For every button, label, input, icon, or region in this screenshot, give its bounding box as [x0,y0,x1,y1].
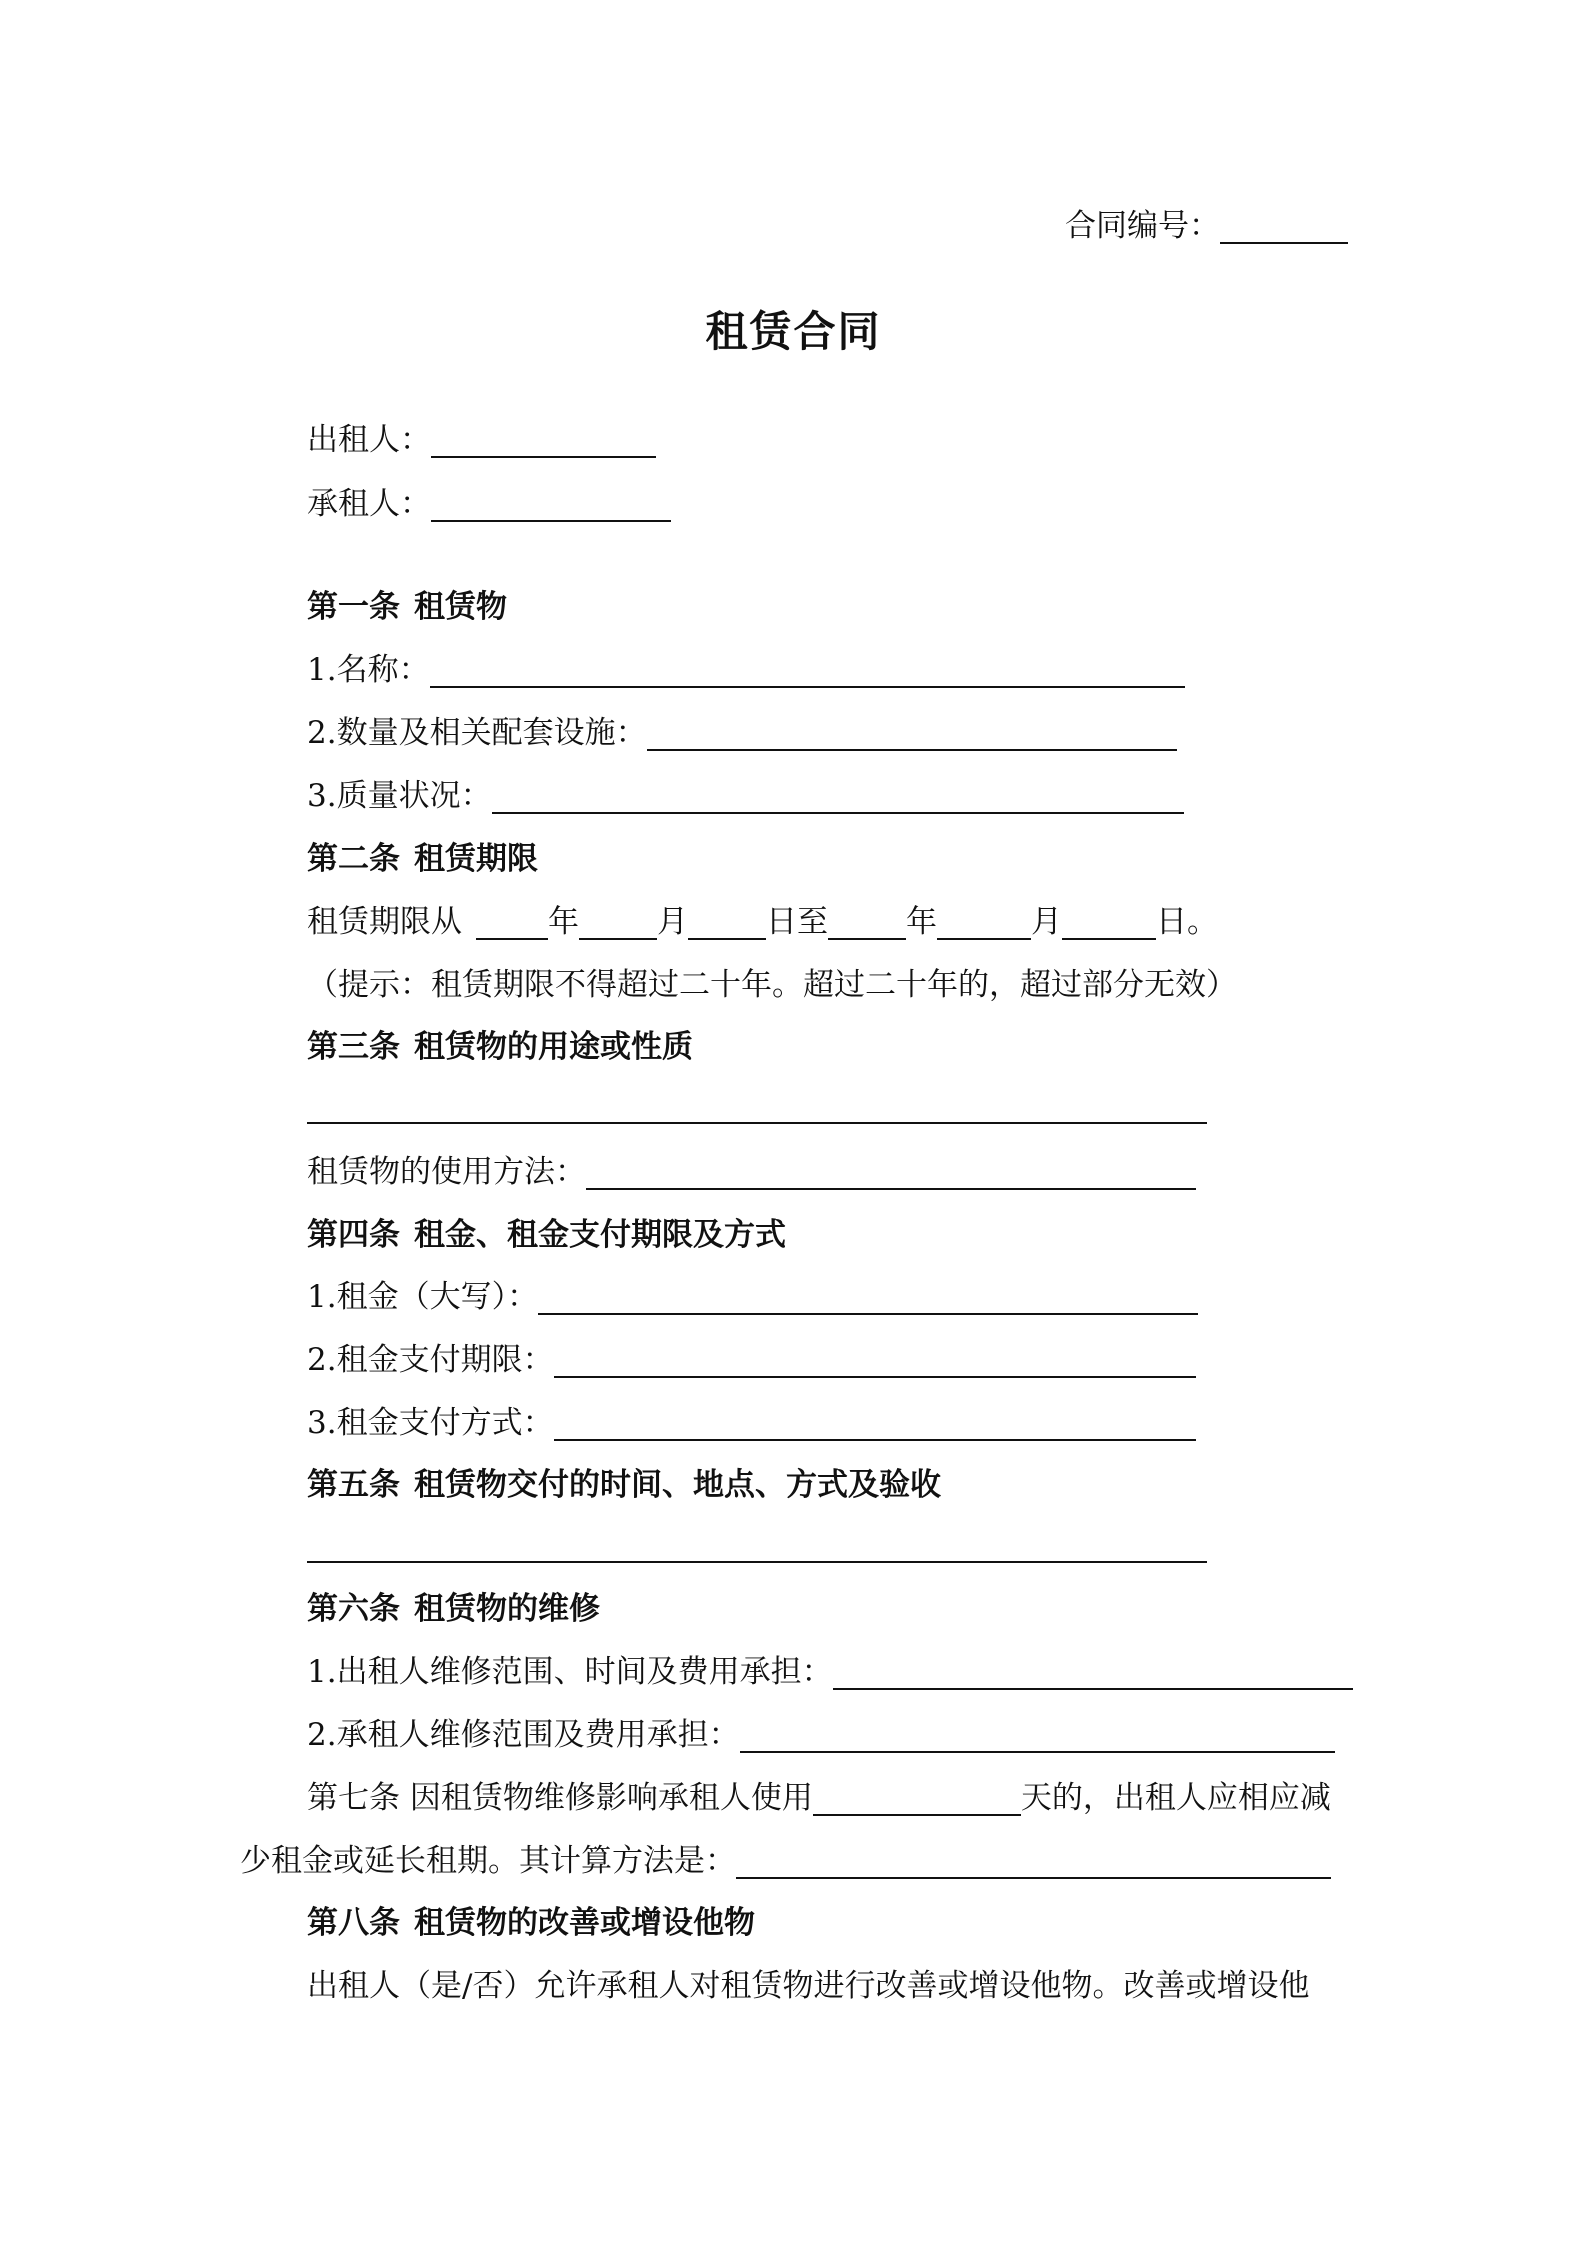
lessee-field[interactable] [431,488,671,522]
art1-item-1-label: 1.名称： [307,652,430,688]
article-4-number: 第四条 [307,1217,400,1253]
lease-term-prefix: 租赁期限从 [307,904,462,940]
end-month-field[interactable] [937,906,1031,940]
article-1-heading [307,585,507,629]
art4-item-1 [307,1275,1198,1319]
article-7-text-c: 少租金或延长租期。其计算方法是： [240,1843,736,1879]
art6-item-2-label: 2.承租人维修范围及费用承担： [307,1717,740,1753]
art1-item-1-field[interactable] [430,654,1185,688]
art3-purpose-field[interactable] [307,1122,1207,1124]
usage-method-label: 租赁物的使用方法： [307,1154,586,1190]
art1-item-2 [307,711,1177,755]
art4-item-1-field[interactable] [538,1281,1198,1315]
article-7-text-a: 第七条 因租赁物维修影响承租人使用 [307,1780,813,1816]
article-4-title: 租金、租金支付期限及方式 [414,1217,786,1253]
art4-item-1-label: 1.租金（大写）： [307,1279,539,1315]
article-3-heading [307,1025,693,1069]
art6-item-2 [307,1713,1335,1757]
end-year-label: 年 [906,904,937,940]
art5-delivery-field[interactable] [307,1561,1207,1563]
article-6-title: 租赁物的维修 [414,1591,600,1627]
article-1-title: 租赁物 [414,589,507,625]
usage-method-row [307,1150,1196,1194]
art1-item-3-field[interactable] [492,780,1184,814]
article-3-title: 租赁物的用途或性质 [414,1029,693,1065]
article-5-number: 第五条 [307,1467,400,1503]
document-title: 租赁合同 [705,307,882,356]
lessee-row [307,482,671,526]
article-2-title: 租赁期限 [414,841,538,877]
end-day-label: 日。 [1156,904,1218,940]
lessee-label: 承租人： [307,486,431,522]
repair-days-field[interactable] [813,1782,1021,1816]
lessor-row [307,418,656,462]
lessor-field[interactable] [431,424,656,458]
art4-item-2-field[interactable] [554,1344,1196,1378]
article-8-title: 租赁物的改善或增设他物 [414,1905,755,1941]
art6-item-1-field[interactable] [833,1656,1353,1690]
art1-item-3 [307,774,1184,818]
end-month-label: 月 [1031,904,1062,940]
article-1-number: 第一条 [307,589,400,625]
usage-method-field[interactable] [586,1156,1196,1190]
art6-item-1-label: 1.出租人维修范围、时间及费用承担： [307,1654,833,1690]
art4-item-2 [307,1338,1196,1382]
article-2-number: 第二条 [307,841,400,877]
art6-item-2-field[interactable] [740,1719,1335,1753]
article-6-heading [307,1587,600,1631]
article-2-heading [307,837,538,881]
start-month-label: 月 [657,904,688,940]
start-year-field[interactable] [476,906,548,940]
lessor-label: 出租人： [307,422,431,458]
article-5-heading [307,1463,941,1507]
start-day-field[interactable] [688,906,766,940]
art1-item-3-label: 3.质量状况： [307,778,492,814]
article-8-heading [307,1901,755,1945]
contract-number-field[interactable] [1220,210,1348,244]
art4-item-3-field[interactable] [554,1407,1196,1441]
lease-term-note: （提示：租赁期限不得超过二十年。超过二十年的，超过部分无效） [307,967,1237,1003]
article-4-heading [307,1213,786,1257]
article-8-text: 出租人（是/否）允许承租人对租赁物进行改善或增设他物。改善或增设他 [307,1968,1310,2004]
art4-item-3 [307,1401,1196,1445]
art4-item-3-label: 3.租金支付方式： [307,1405,554,1441]
article-6-number: 第六条 [307,1591,400,1627]
start-month-field[interactable] [579,906,657,940]
art1-item-2-field[interactable] [647,717,1177,751]
contract-number-row [1065,204,1348,248]
article-7-text-b: 天的，出租人应相应减 [1020,1780,1331,1816]
end-day-field[interactable] [1062,906,1156,940]
start-day-label: 日至 [766,904,828,940]
article-7-line-1 [307,1776,1331,1820]
lease-term-row [307,900,1218,944]
calculation-method-field[interactable] [736,1845,1331,1879]
art1-item-1 [307,648,1185,692]
article-7-line-2 [240,1839,1331,1883]
article-3-number: 第三条 [307,1029,400,1065]
art1-item-2-label: 2.数量及相关配套设施： [307,715,647,751]
article-5-title: 租赁物交付的时间、地点、方式及验收 [414,1467,941,1503]
start-year-label: 年 [548,904,579,940]
end-year-field[interactable] [828,906,906,940]
article-8-number: 第八条 [307,1905,400,1941]
art6-item-1 [307,1650,1353,1694]
contract-number-label: 合同编号： [1065,208,1220,244]
art4-item-2-label: 2.租金支付期限： [307,1342,554,1378]
